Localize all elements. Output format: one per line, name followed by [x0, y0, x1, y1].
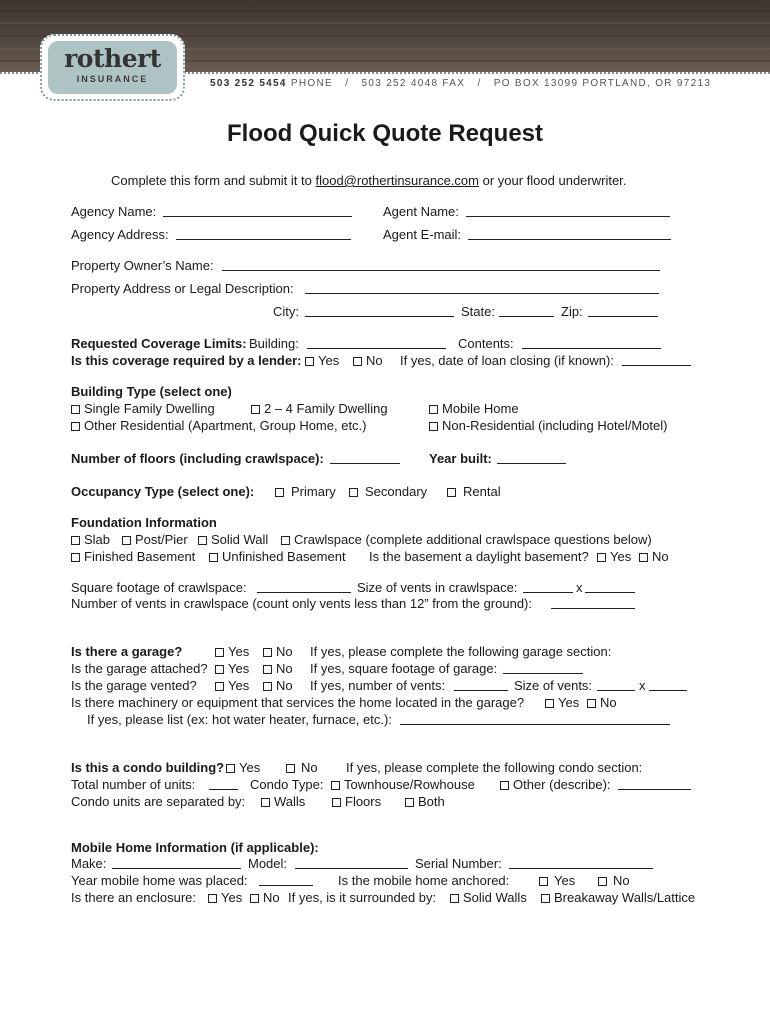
two-four-family-option[interactable] [251, 401, 388, 417]
anchored-no-option[interactable] [598, 873, 630, 889]
zip-field[interactable] [588, 316, 658, 317]
mobile-heading: Mobile Home Information (if applicable): [71, 840, 319, 855]
rental-option[interactable] [447, 484, 501, 500]
no-label: No [600, 695, 617, 710]
condo-other-field[interactable] [618, 789, 691, 790]
garage-question: Is there a garage? [71, 644, 183, 659]
intro-text [111, 173, 626, 189]
garage-sqft-label: If yes, square footage of garage: [310, 661, 498, 676]
lender-question: Is this coverage required by a lender: [71, 353, 302, 368]
finished-basement-checkbox[interactable] [71, 553, 80, 562]
agent-name-label: Agent Name: [383, 204, 459, 219]
property-address-label: Property Address or Legal Description: [71, 281, 294, 296]
phone-number: 503 252 5454 [210, 78, 287, 89]
serial-field[interactable] [509, 868, 653, 869]
yes-label: Yes [228, 644, 250, 659]
machinery-no-option[interactable] [587, 695, 617, 711]
email-link[interactable]: flood@rothertinsurance.com [315, 173, 479, 188]
garage-vent-size-label: Size of vents: [514, 678, 593, 693]
agent-name-field[interactable] [466, 216, 670, 217]
vent-count-field[interactable] [551, 608, 635, 609]
condo-no-checkbox[interactable] [286, 764, 295, 773]
times-sign: x [639, 678, 646, 693]
intro-after: or your flood underwriter. [482, 173, 627, 188]
mobile-home-label: Mobile Home [442, 401, 519, 416]
floors-option[interactable] [332, 794, 381, 810]
floors-checkbox[interactable] [332, 798, 341, 807]
model-field[interactable] [295, 868, 408, 869]
solid-walls-checkbox[interactable] [450, 894, 459, 903]
condo-no-option[interactable] [286, 760, 318, 776]
fax-number: 503 252 4048 FAX [361, 78, 466, 89]
logo-word: rothert [64, 44, 161, 73]
page-title: Flood Quick Quote Request [226, 120, 544, 147]
condo-units-label: Total number of units: [71, 777, 196, 792]
primary-checkbox[interactable] [275, 488, 284, 497]
wood-grain [0, 10, 770, 12]
machinery-list-field[interactable] [400, 724, 670, 725]
daylight-no-checkbox[interactable] [639, 553, 648, 562]
owner-label: Property Owner’s Name: [71, 258, 214, 273]
no-label: No [276, 661, 293, 676]
no-label: No [301, 760, 318, 775]
make-field[interactable] [112, 868, 241, 869]
garage-vent-count-label: If yes, number of vents: [310, 678, 446, 693]
solid-walls-label: Solid Walls [463, 890, 527, 905]
solid-wall-label: Solid Wall [211, 532, 269, 547]
walls-option[interactable] [261, 794, 305, 810]
unfinished-basement-option[interactable] [209, 549, 346, 565]
enclosure-no-option[interactable] [250, 890, 280, 906]
daylight-question: Is the basement a daylight basement? [369, 549, 589, 564]
intro-before: Complete this form and submit it to [111, 173, 312, 188]
solid-wall-option[interactable] [198, 532, 268, 548]
other-residential-label: Other Residential (Apartment, Group Home, etc.) [84, 418, 367, 433]
non-residential-option[interactable] [429, 418, 667, 434]
crawl-sqft-field[interactable] [257, 592, 351, 593]
property-address-field[interactable] [305, 293, 659, 294]
daylight-yes-option[interactable] [597, 549, 631, 565]
owner-field[interactable] [222, 270, 660, 271]
solid-walls-option[interactable] [450, 890, 527, 906]
other-residential-option[interactable] [71, 418, 367, 434]
breakaway-option[interactable] [541, 890, 695, 906]
rothert-logo [40, 34, 185, 101]
agency-address-field[interactable] [176, 239, 351, 240]
two-four-family-label: 2 – 4 Family Dwelling [264, 401, 388, 416]
other-residential-checkbox[interactable] [71, 422, 80, 431]
make-label: Make: [71, 856, 107, 871]
no-label: No [613, 873, 630, 888]
yes-label: Yes [558, 695, 580, 710]
lender-no-option[interactable] [353, 353, 383, 369]
city-label: City: [273, 304, 299, 319]
state-label: State: [461, 304, 495, 319]
machinery-yes-option[interactable] [545, 695, 579, 711]
loan-closing-field[interactable] [622, 365, 691, 366]
contents-coverage-label: Contents: [458, 336, 514, 351]
rental-checkbox[interactable] [447, 488, 456, 497]
no-label: No [366, 353, 383, 368]
enclosure-yes-checkbox[interactable] [208, 894, 217, 903]
unfinished-basement-checkbox[interactable] [209, 553, 218, 562]
both-option[interactable] [405, 794, 445, 810]
daylight-no-option[interactable] [639, 549, 669, 565]
agency-name-label: Agency Name: [71, 204, 157, 219]
enclosure-no-checkbox[interactable] [250, 894, 259, 903]
mobile-home-option[interactable] [429, 401, 519, 417]
crawlspace-label: Crawlspace (complete additional crawlspace questions below) [294, 532, 652, 547]
attached-yes-checkbox[interactable] [215, 665, 224, 674]
model-label: Model: [248, 856, 288, 871]
garage-vent-width-field[interactable] [597, 690, 635, 691]
slab-option[interactable] [71, 532, 110, 548]
both-label: Both [418, 794, 445, 809]
unfinished-basement-label: Unfinished Basement [222, 549, 346, 564]
agency-address-label: Agency Address: [71, 227, 169, 242]
machinery-no-checkbox[interactable] [587, 699, 596, 708]
enclosure-question: Is there an enclosure: [71, 890, 197, 905]
condo-question: Is this a condo building? [71, 760, 225, 775]
attached-no-option[interactable] [263, 661, 293, 677]
vent-size-width-field[interactable] [523, 592, 573, 593]
lender-yes-checkbox[interactable] [305, 357, 314, 366]
garage-vent-height-field[interactable] [649, 690, 687, 691]
floors-field[interactable] [330, 463, 400, 464]
vented-no-option[interactable] [263, 678, 293, 694]
vent-count-label: Number of vents in crawlspace (count only vents less than 12” from the ground): [71, 596, 532, 611]
anchored-yes-checkbox[interactable] [539, 877, 548, 886]
breakaway-checkbox[interactable] [541, 894, 550, 903]
no-label: No [276, 644, 293, 659]
contents-coverage-field[interactable] [522, 348, 661, 349]
post-pier-label: Post/Pier [135, 532, 188, 547]
garage-vented-question: Is the garage vented? [71, 678, 197, 693]
building-type-heading: Building Type (select one) [71, 384, 232, 399]
zip-label: Zip: [561, 304, 583, 319]
yes-label: Yes [221, 890, 243, 905]
year-placed-field[interactable] [259, 885, 313, 886]
agent-email-label: Agent E-mail: [383, 227, 462, 242]
occupancy-label: Occupancy Type (select one): [71, 484, 255, 499]
condo-units-field[interactable] [209, 789, 238, 790]
post-pier-checkbox[interactable] [122, 536, 131, 545]
mobile-home-checkbox[interactable] [429, 405, 438, 414]
separator: / [477, 78, 482, 89]
garage-yes-checkbox[interactable] [215, 648, 224, 657]
year-built-label: Year built: [429, 451, 492, 466]
solid-wall-checkbox[interactable] [198, 536, 207, 545]
single-family-label: Single Family Dwelling [84, 401, 215, 416]
single-family-checkbox[interactable] [71, 405, 80, 414]
single-family-option[interactable] [71, 401, 215, 417]
coverage-limits-label: Requested Coverage Limits: [71, 336, 247, 351]
city-field[interactable] [305, 316, 454, 317]
garage-attached-question: Is the garage attached? [71, 661, 208, 676]
no-label: No [263, 890, 280, 905]
separated-label: Condo units are separated by: [71, 794, 246, 809]
surrounded-label: If yes, is it surrounded by: [288, 890, 437, 905]
vented-yes-option[interactable] [215, 678, 249, 694]
condo-yes-option[interactable] [226, 760, 260, 776]
yes-label: Yes [239, 760, 261, 775]
vented-yes-checkbox[interactable] [215, 682, 224, 691]
townhouse-checkbox[interactable] [331, 781, 340, 790]
no-label: No [276, 678, 293, 693]
contact-line [210, 78, 711, 89]
crawlspace-checkbox[interactable] [281, 536, 290, 545]
crawl-sqft-label: Square footage of crawlspace: [71, 580, 247, 595]
non-residential-label: Non-Residential (including Hotel/Motel) [442, 418, 668, 433]
year-built-field[interactable] [497, 463, 566, 464]
both-checkbox[interactable] [405, 798, 414, 807]
slab-checkbox[interactable] [71, 536, 80, 545]
logo-panel [48, 41, 177, 94]
non-residential-checkbox[interactable] [429, 422, 438, 431]
garage-no-option[interactable] [263, 644, 293, 660]
townhouse-option[interactable] [331, 777, 475, 793]
lender-yes-option[interactable] [305, 353, 339, 369]
phone-label: PHONE [290, 78, 333, 89]
machinery-yes-checkbox[interactable] [545, 699, 554, 708]
secondary-label: Secondary [365, 484, 428, 499]
anchored-yes-option[interactable] [539, 873, 575, 889]
secondary-option[interactable] [349, 484, 427, 500]
crawlspace-option[interactable] [281, 532, 652, 548]
agent-email-field[interactable] [468, 239, 671, 240]
condo-other-option[interactable] [500, 777, 611, 793]
machinery-question: Is there machinery or equipment that services the home located in the garage? [71, 695, 525, 710]
serial-label: Serial Number: [415, 856, 502, 871]
machinery-list-label: If yes, please list (ex: hot water heater, furnace, etc.): [87, 712, 392, 727]
mailing-address: PO BOX 13099 PORTLAND, OR 97213 [493, 78, 712, 89]
yes-label: Yes [318, 353, 340, 368]
post-pier-option[interactable] [122, 532, 188, 548]
townhouse-label: Townhouse/Rowhouse [344, 777, 475, 792]
vent-size-label: Size of vents in crawlspace: [357, 580, 518, 595]
attached-yes-option[interactable] [215, 661, 249, 677]
separator: / [345, 78, 350, 89]
condo-other-checkbox[interactable] [500, 781, 509, 790]
rental-label: Rental [463, 484, 501, 499]
condo-type-label: Condo Type: [250, 777, 324, 792]
attached-no-checkbox[interactable] [263, 665, 272, 674]
logo-sub: INSURANCE [76, 74, 149, 84]
condo-note: If yes, please complete the following condo section: [346, 760, 643, 775]
yes-label: Yes [228, 678, 250, 693]
garage-vent-count-field[interactable] [454, 690, 508, 691]
condo-other-label: Other (describe): [513, 777, 611, 792]
walls-checkbox[interactable] [261, 798, 270, 807]
agency-name-field[interactable] [163, 216, 352, 217]
state-field[interactable] [499, 316, 554, 317]
floors-option-label: Floors [345, 794, 382, 809]
building-coverage-field[interactable] [307, 348, 446, 349]
two-four-family-checkbox[interactable] [251, 405, 260, 414]
slab-label: Slab [84, 532, 111, 547]
vented-no-checkbox[interactable] [263, 682, 272, 691]
wood-grain [0, 22, 770, 24]
anchored-no-checkbox[interactable] [598, 877, 607, 886]
loan-closing-label: If yes, date of loan closing (if known): [400, 353, 614, 368]
anchored-question: Is the mobile home anchored: [338, 873, 510, 888]
no-label: No [652, 549, 669, 564]
garage-yes-option[interactable] [215, 644, 249, 660]
breakaway-label: Breakaway Walls/Lattice [554, 890, 696, 905]
yes-label: Yes [554, 873, 576, 888]
garage-note: If yes, please complete the following garage section: [310, 644, 612, 659]
finished-basement-option[interactable] [71, 549, 195, 565]
finished-basement-label: Finished Basement [84, 549, 196, 564]
floors-label: Number of floors (including crawlspace): [71, 451, 324, 466]
primary-label: Primary [291, 484, 336, 499]
building-coverage-label: Building: [249, 336, 299, 351]
times-sign: x [576, 580, 583, 595]
garage-no-checkbox[interactable] [263, 648, 272, 657]
walls-label: Walls [274, 794, 306, 809]
lender-no-checkbox[interactable] [353, 357, 362, 366]
primary-option[interactable] [275, 484, 336, 500]
yes-label: Yes [610, 549, 632, 564]
enclosure-yes-option[interactable] [208, 890, 242, 906]
vent-size-height-field[interactable] [585, 592, 635, 593]
year-placed-label: Year mobile home was placed: [71, 873, 248, 888]
condo-yes-checkbox[interactable] [226, 764, 235, 773]
secondary-checkbox[interactable] [349, 488, 358, 497]
daylight-yes-checkbox[interactable] [597, 553, 606, 562]
yes-label: Yes [228, 661, 250, 676]
garage-sqft-field[interactable] [503, 673, 583, 674]
foundation-heading: Foundation Information [71, 515, 217, 530]
